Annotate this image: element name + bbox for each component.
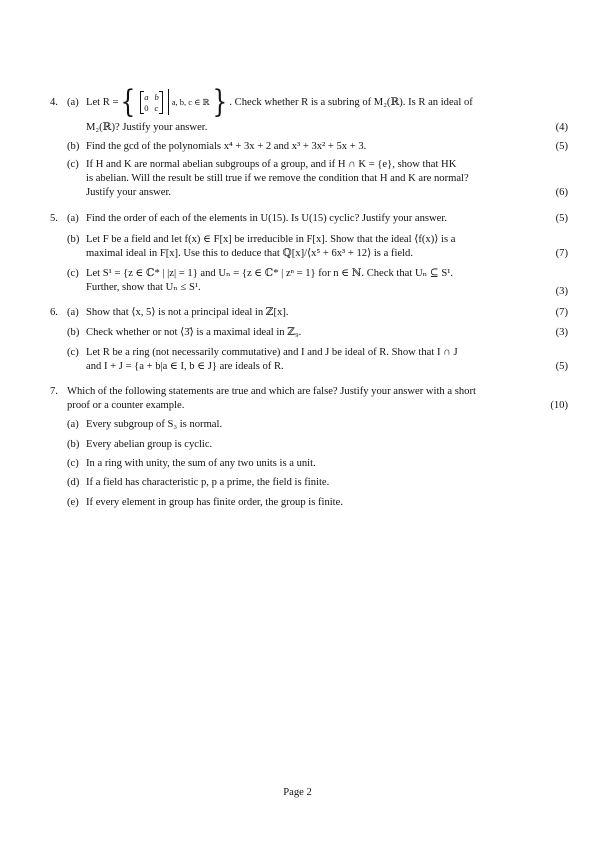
question-7-number: 7. (50, 386, 58, 397)
q6a-text-line1: Show that ⟨x, 5⟩ is not a principal ideal in ℤ[x]. (86, 307, 289, 318)
q4a-prefix: Let R = (86, 96, 119, 108)
matrix-2x2 (140, 92, 163, 113)
q4c-text-line2: is abelian. Will the result be still true if we remove the condition that H and K are normal? (86, 173, 469, 184)
q4b-text-line1: Find the gcd of the polynomials x⁴ + 3x + 2 and x³ + 3x² + 5x + 3. (86, 141, 367, 152)
question-4-number: 4. (50, 97, 58, 108)
matrix-entry: 0 (144, 102, 149, 113)
q4a-text-line2: M₂(ℝ)? Justify your answer. (86, 122, 208, 133)
q4a-label: (a) (67, 97, 79, 108)
q4b-marks: (5) (555, 141, 568, 152)
q7-item-label: (d) (67, 477, 80, 488)
q5a-marks: (5) (555, 213, 568, 224)
q7-item-label: (c) (67, 458, 79, 469)
q5b-marks: (7) (555, 248, 568, 259)
page-number: Page 2 (283, 787, 312, 798)
such-that-bar (168, 89, 169, 115)
matrix-entry: c (154, 102, 159, 113)
q7-item-label: (e) (67, 497, 79, 508)
q7-text-line1: Which of the following statements are true and which are false? Justify your answer with a short (67, 386, 476, 397)
q6c-label: (c) (67, 347, 79, 358)
q6c-marks: (5) (555, 361, 568, 372)
left-brace-symbol: { (120, 84, 136, 120)
q7-item-label: (a) (67, 419, 79, 430)
q5a-text-line1: Find the order of each of the elements in U(15). Is U(15) cyclic? Justify your answer. (86, 213, 447, 224)
q4b-label: (b) (67, 141, 80, 152)
q7-item-text: In a ring with unity, the sum of any two units is a unit. (86, 458, 316, 469)
matrix-entry: b (154, 91, 159, 102)
q6c-text-line1: Let R be a ring (not necessarily commutative) and I and J be ideal of R. Show that I ∩ J (86, 347, 458, 358)
q7-item-text: If a field has characteristic p, p a prime, the field is finite. (86, 477, 330, 488)
q5b-label: (b) (67, 234, 80, 245)
q4c-label: (c) (67, 159, 79, 170)
q6c-text-line2: and I + J = {a + b|a ∈ I, b ∈ J} are ideals of R. (86, 361, 284, 372)
q6b-marks: (3) (555, 327, 568, 338)
q5c-label: (c) (67, 268, 79, 279)
q6a-label: (a) (67, 307, 79, 318)
q5b-text-line1: Let F be a field and let f(x) ∈ F[x] be irreducible in F[x]. Show that the ideal ⟨f(x)⟩ is a (86, 234, 456, 245)
q6b-label: (b) (67, 327, 80, 338)
q5c-text-line1: Let S¹ = {z ∈ ℂ* | |z| = 1} and Uₙ = {z ∈ ℂ* | zⁿ = 1} for n ∈ ℕ. Check that Uₙ ⊆ S¹. (86, 268, 454, 279)
q4a-text-line1: . Check whether R is a subring of M₂(ℝ). Is R an ideal of (229, 97, 473, 108)
q4c-text-line1: If H and K are normal abelian subgroups of a group, and if H ∩ K = {e}, show that HK (86, 159, 457, 170)
q5c-text-line2: Further, show that Uₙ ≤ S¹. (86, 282, 201, 293)
q6b-text-line1: Check whether or not ⟨3̄⟩ is a maximal ideal in ℤ₉. (86, 327, 302, 338)
q4c-text-line3: Justify your answer. (86, 187, 172, 198)
question-6-number: 6. (50, 307, 58, 318)
q7-item-label: (b) (67, 439, 80, 450)
q7-item-text: If every element in group has finite order, the group is finite. (86, 497, 343, 508)
q4a-set-definition (86, 86, 473, 118)
q4c-marks: (6) (555, 187, 568, 198)
question-5-number: 5. (50, 213, 58, 224)
q5a-label: (a) (67, 213, 79, 224)
q5c-marks: (3) (555, 286, 568, 297)
q7-marks: (10) (550, 400, 568, 411)
q4a-marks: (4) (555, 122, 568, 133)
q7-text-line2: proof or a counter example. (67, 400, 185, 411)
matrix-entry: a (144, 91, 149, 102)
q7-item-text: Every abelian group is cyclic. (86, 439, 213, 450)
q4a-condition: a, b, c ∈ ℝ (171, 96, 210, 107)
q7-item-text: Every subgroup of S₃ is normal. (86, 419, 223, 430)
q6a-marks: (7) (555, 307, 568, 318)
right-brace-symbol: } (212, 84, 227, 120)
q5b-text-line2: maximal ideal in F[x]. Use this to deduce that ℚ[x]/⟨x⁵ + 6x³ + 12⟩ is a field. (86, 248, 413, 259)
